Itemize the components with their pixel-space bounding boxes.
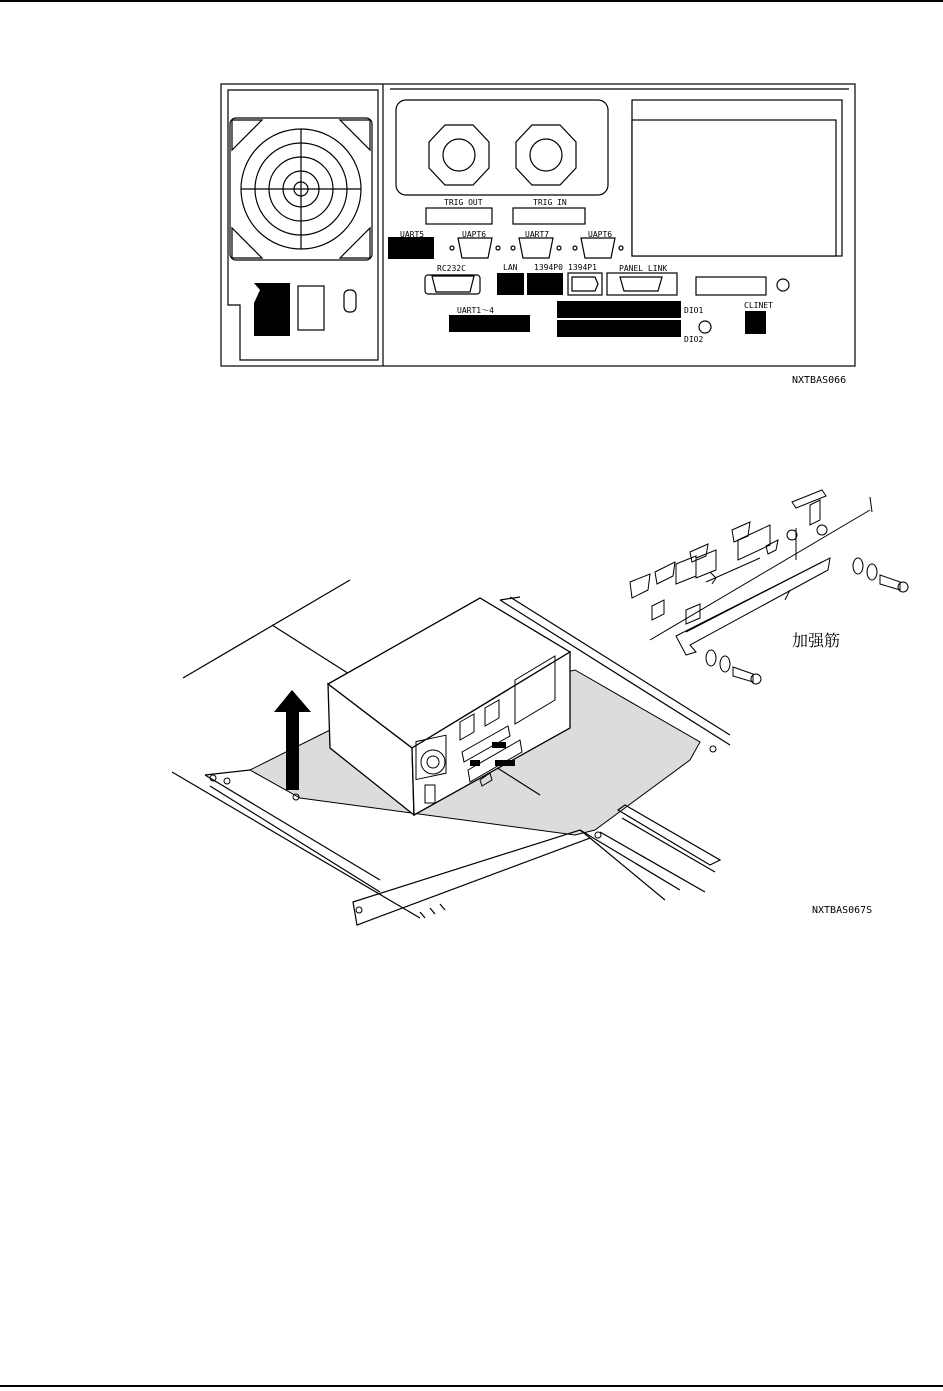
- label-1394p0: 1394P0: [534, 263, 563, 272]
- fan-left-icon: [429, 125, 489, 185]
- label-trig-in: TRIG IN: [533, 198, 567, 207]
- label-trig-out: TRIG OUT: [444, 198, 483, 207]
- label-rc232c: RC232C: [437, 264, 466, 273]
- figure2-code: NXTBAS067S: [812, 905, 873, 916]
- callout-reinforcing-bar: 加强筋: [792, 631, 841, 650]
- removal-figure: [0, 480, 943, 940]
- label-dio1: DIO1: [684, 306, 704, 315]
- footer-rule: [0, 1385, 943, 1387]
- label-lan: LAN: [503, 263, 518, 272]
- rear-panel-figure: [0, 0, 943, 400]
- label-dio2: DIO2: [684, 335, 704, 344]
- label-uapt6-a: UAPT6: [462, 230, 487, 239]
- reinforcement-detail: [630, 490, 908, 684]
- label-clinet: CLINET: [744, 301, 773, 310]
- psu-fan-icon: [241, 129, 361, 249]
- label-uart7: UART7: [525, 230, 550, 239]
- fan-right-icon: [516, 125, 576, 185]
- label-uapt6-b: UAPT6: [588, 230, 613, 239]
- label-panel-link: PANEL LINK: [619, 264, 668, 273]
- label-1394p1: 1394P1: [568, 263, 597, 272]
- figure1-code: NXTBAS066: [792, 375, 847, 386]
- label-uart5: UART5: [400, 230, 425, 239]
- label-uart1-4: UART1～4: [457, 306, 494, 315]
